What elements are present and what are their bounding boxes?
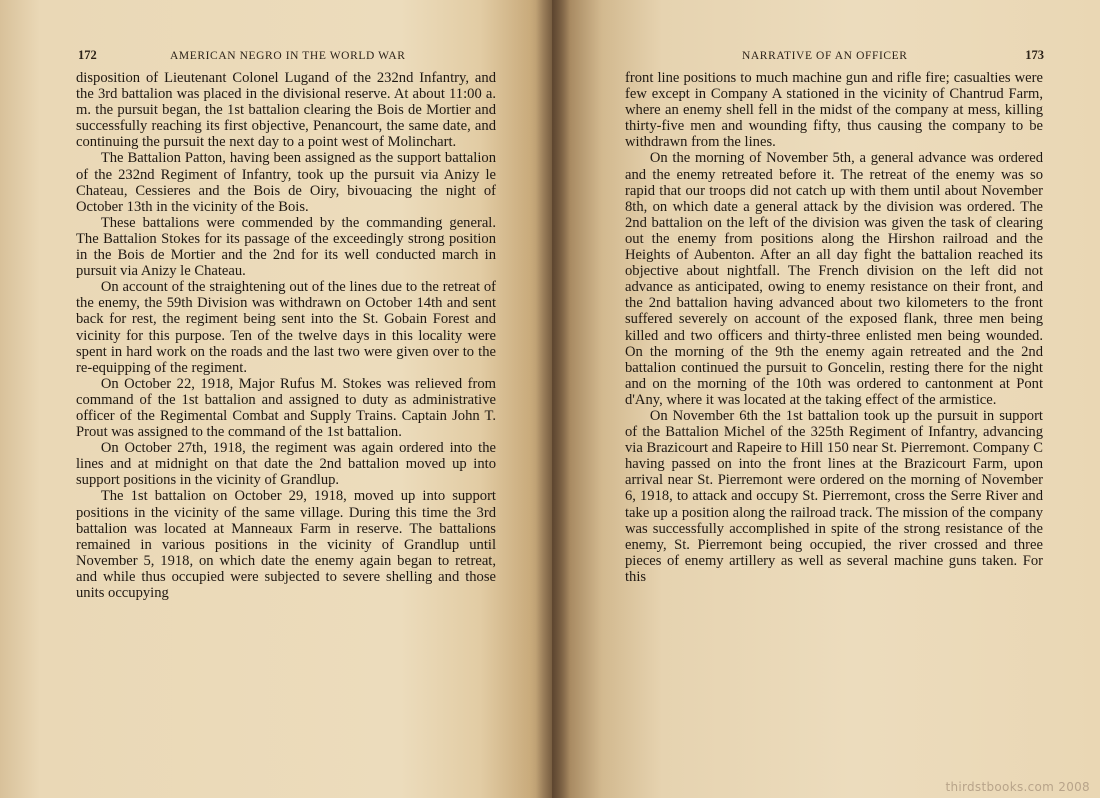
paragraph: On October 22, 1918, Major Rufus M. Stokes was relieved from command of the 1st battalion and assigned to duty as administrative officer of the Regimental Combat and Supply Trains. Captain John T. Prout was assigned to the command of the 1st battalion. <box>76 375 496 441</box>
paragraph: On November 6th the 1st battalion took up the pursuit in support of the Battalion Michel of the 325th Regiment of Infantry, advancing via Brazicourt and Rapeire to Hill 150 near St. Pierremont. Company C having passed on into the front lines at the Brazicourt Farm, upon arrival near St. Pierremont were ordered on the morning of November 6, 1918, to attack and occupy St. Pierremont, cross the Serre River and take up a position along the railroad track. The mission of the company was successfully accomplished in spite of the strong resistance of the enemy, St. Pierremont being occupied, the river crossed and three pieces of enemy artillery as well as several machine guns taken. For this <box>625 407 1043 585</box>
right-running-head <box>620 50 1044 66</box>
right-running-title: NARRATIVE OF AN OFFICER <box>742 50 908 62</box>
left-page-text <box>76 70 496 601</box>
left-page-number: 172 <box>78 48 97 62</box>
right-page <box>552 0 1100 798</box>
paragraph: disposition of Lieutenant Colonel Lugand of the 232nd Infantry, and the 3rd battalion was placed in the divisional reserve. At about 11:00 a. m. the pursuit began, the 1st battalion clearing the Bois de Mortier and successfully reaching its first objective, Penancourt, the same date, and continuing the pursuit the next day to a point west of Molinchart. <box>76 70 496 151</box>
watermark: thirdstbooks.com 2008 <box>945 780 1090 794</box>
left-running-title: AMERICAN NEGRO IN THE WORLD WAR <box>170 50 406 62</box>
paragraph: On October 27th, 1918, the regiment was again ordered into the lines and at midnight on that date the 2nd battalion moved up into support positions in the vicinity of Grandlup. <box>76 440 496 489</box>
paragraph: On the morning of November 5th, a general advance was ordered and the enemy retreated before it. The retreat of the enemy was so rapid that our troops did not catch up with them until about November 8th, on which date a general attack by the division was ordered. The 2nd battalion on the left of the division was given the task of clearing out the enemy from positions along the Hirshon railroad and the Heights of Aubenton. After an all day fight the battalion reached its objective about nightfall. The French division on the left did not advance as anticipated, owing to enemy resistance on their front, and the 2nd battalion having advanced about two kilometers to the front suffered severely on account of the exposed flank, three men being killed and two officers and thirty-three enlisted men being wounded. On the morning of the 9th the enemy again retreated and the 2nd battalion continued the pursuit to Goncelin, resting there for the night and on the morning of the 10th was ordered to cantonment at Pont d'Any, where it was located at the taking effect of the armistice. <box>625 150 1043 408</box>
paragraph: front line positions to much machine gun and rifle fire; casualties were few except in Company A stationed in the vicinity of Chantrud Farm, where an enemy shell fell in the midst of the company at mess, killing thirty-five men and wounding fifty, thus causing the company to be withdrawn from the lines. <box>625 70 1043 151</box>
paragraph: These battalions were commended by the commanding general. The Battalion Stokes for its passage of the exceedingly strong position in the Bois de Mortier and the 2nd for its well conducted march in pursuit via Anizy le Chateau. <box>76 214 496 280</box>
paragraph: The 1st battalion on October 29, 1918, moved up into support positions in the vicinity of the same village. During this time the 3rd battalion was located at Manneaux Farm in reserve. The battalions remained in various positions in the vicinity of Grandlup until November 5, 1918, on which date the enemy again began to retreat, and while thus occupied were subjected to severe shelling and those units occupying <box>76 488 496 601</box>
paragraph: The Battalion Patton, having been assigned as the support battalion of the 232nd Regiment of Infantry, took up the pursuit via Anizy le Chateau, Cessieres and the Bois de Oiry, bivouacing the night of October 13th in the vicinity of the Bois. <box>76 150 496 215</box>
book-gutter-shadow <box>536 0 570 798</box>
left-running-head <box>78 50 498 66</box>
right-page-number: 173 <box>1025 48 1044 62</box>
right-page-text <box>625 70 1043 585</box>
paragraph: On account of the straightening out of the lines due to the retreat of the enemy, the 59th Division was withdrawn on October 14th and sent back for rest, the regiment being sent into the St. Gobain Forest and vicinity for this purpose. Ten of the twelve days in this locality were spent in hard work on the roads and the last two were given over to the re-equipping of the regiment. <box>76 279 496 376</box>
